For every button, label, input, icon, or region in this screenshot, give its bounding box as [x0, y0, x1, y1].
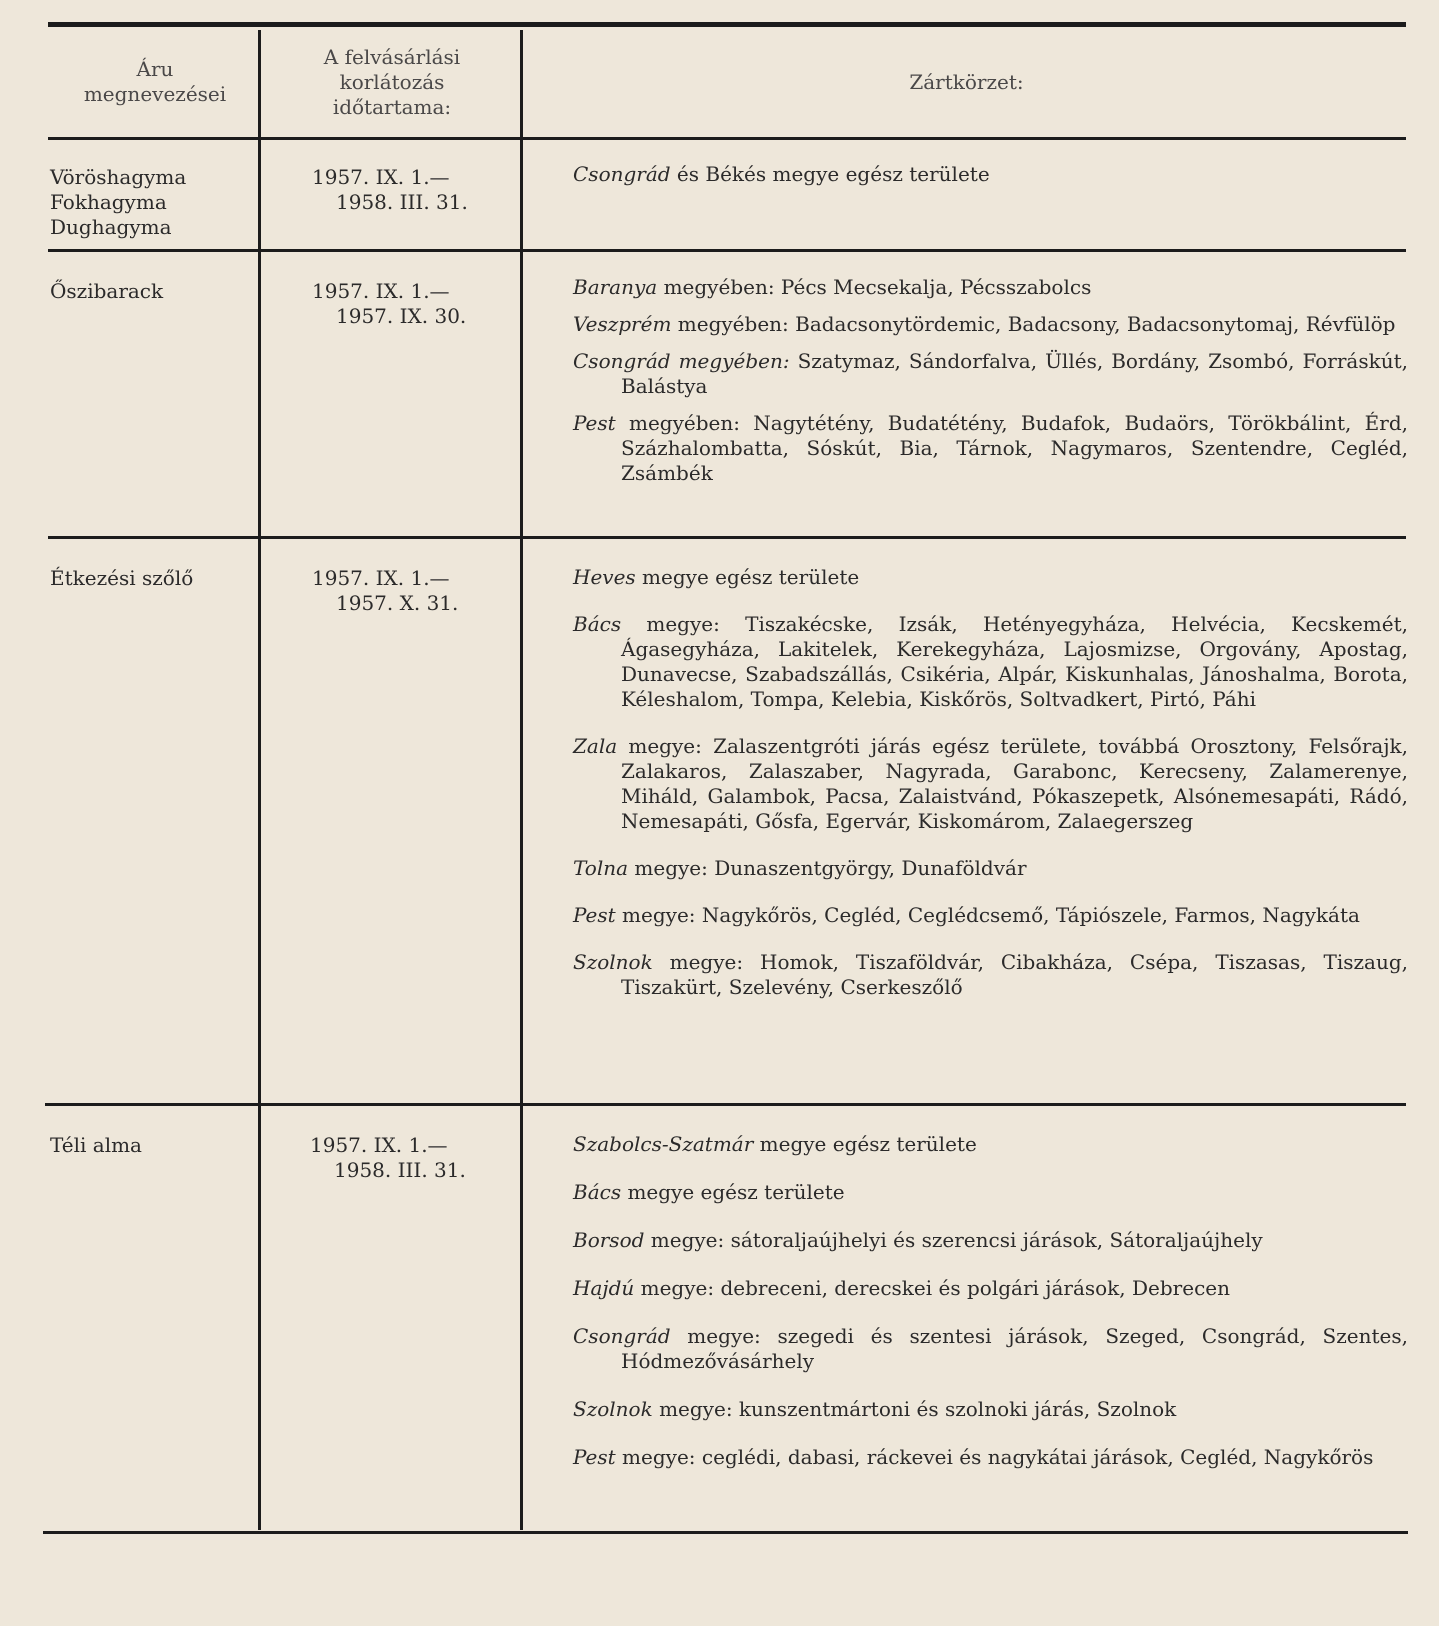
zone-entry-text: megyében: Nagytétény, Budatétény, Budafok, Budaörs, Törökbálint, Érd, Százhalombatta, Sóskút, Bia, Tárnok, Nagymaros, Szentendre, Cegléd, Zsámbék — [615, 411, 1408, 485]
zone-entry-text: megye: Dunaszentgyörgy, Dunaföldvár — [628, 856, 1027, 880]
county-name: Szabolcs-Szatmár — [573, 1132, 754, 1156]
cell-text-line: időtartama: — [332, 95, 452, 119]
cell-text-line: Őszibarack — [50, 279, 164, 303]
county-name: Hajdú — [573, 1276, 635, 1300]
zone-entry-text: megye egész területe — [753, 1132, 977, 1156]
cell-text-line: Téli alma — [50, 1133, 142, 1157]
cell-text-line: 1957. IX. 1.— — [312, 279, 450, 303]
county-name: Baranya — [573, 275, 658, 299]
row-1-items — [50, 165, 250, 240]
zone-entry-text: megye: Tiszakécske, Izsák, Hetényegyháza, Helvécia, Kecskemét, Ágasegyháza, Lakitelek, Kerekegyháza, Lajosmizse, Orgovány, Apostag, Dunavecse, Szabadszállás, Csikéria, Alpár, Kiskunhalas, Jánoshalma, Borota, Kéleshalom, Tompa, Kelebia, Kiskőrös, Soltvadkert, Pirtó, Páhi — [621, 612, 1408, 711]
row-3-items — [50, 566, 250, 591]
row-4-period — [310, 1133, 466, 1183]
cell-text-line: Dughagyma — [50, 215, 172, 239]
row-rule-3 — [45, 1103, 1406, 1106]
zone-entry-text: megye: Homok, Tiszaföldvár, Cibakháza, Csépa, Tiszasas, Tiszaug, Tiszakürt, Szelevény, Cserkeszőlő — [621, 950, 1408, 999]
cell-text-line: 1957. IX. 1.— — [312, 165, 450, 189]
county-name: Tolna — [573, 856, 629, 880]
zone-entry-text: megye: Nagykőrös, Cegléd, Ceglédcsemő, Tápiószele, Farmos, Nagykáta — [615, 903, 1360, 927]
cell-text-line: Étkezési szőlő — [50, 566, 194, 590]
top-rule — [48, 22, 1406, 27]
zone-entry-text: megye: sátoraljaújhelyi és szerencsi járások, Sátoraljaújhely — [644, 1228, 1263, 1252]
county-name: Veszprém — [573, 312, 672, 336]
zone-entry — [573, 1132, 1408, 1157]
zone-entry-text: megye: szegedi és szentesi járások, Szeged, Csongrád, Szentes, Hódmezővásárhely — [621, 1324, 1408, 1373]
zone-entry-text: megyében: Badacsonytördemic, Badacsony, Badacsonytomaj, Révfülöp — [671, 312, 1396, 336]
county-name: Borsod — [573, 1228, 645, 1252]
county-name: Pest — [573, 1445, 616, 1469]
column-divider-2 — [520, 30, 523, 1530]
zone-entry-text: Szatymaz, Sándorfalva, Üllés, Bordány, Zsombó, Forráskút, Balástya — [621, 349, 1408, 398]
county-name: Pest — [573, 411, 616, 435]
zone-entry-text: megye: debreceni, derecskei és polgári járások, Debrecen — [634, 1276, 1230, 1300]
row-3-period — [312, 566, 458, 616]
row-3-zone — [573, 565, 1408, 1000]
zone-entry-text: megye: Zalaszentgróti járás egész területe, továbbá Orosztony, Felsőrajk, Zalakaros, Zalaszaber, Nagyrada, Garabonc, Kerecseny, Zalamerenye, Miháld, Galambok, Pacsa, Zalaistvánd, Pókaszepetk, Alsónemesapáti, Rádó, Nemesapáti, Gősfa, Egervár, Kiskomárom, Zalaegerszeg — [617, 734, 1408, 833]
county-name: Bács — [573, 612, 622, 636]
zone-entry — [573, 565, 1408, 590]
cell-text-line: 1957. IX. 1.— — [310, 1133, 448, 1157]
county-name: Szolnok — [573, 1397, 653, 1421]
header-rule — [48, 137, 1406, 140]
row-2-items — [50, 279, 250, 304]
zone-entry — [573, 1397, 1408, 1422]
zone-entry-text: megyében: Pécs Mecsekalja, Pécsszabolcs — [657, 275, 1092, 299]
header-col-item — [55, 57, 255, 107]
zone-entry — [573, 349, 1408, 399]
zone-entry — [573, 734, 1408, 834]
cell-text-line: Zártkörzet: — [909, 70, 1024, 94]
zone-entry — [573, 1180, 1408, 1205]
cell-text-line: Áru — [136, 57, 174, 81]
cell-text-line: 1958. III. 31. — [334, 1158, 466, 1182]
zone-entry — [573, 275, 1408, 300]
row-2-zone — [573, 275, 1408, 486]
cell-text-line: 1957. X. 31. — [336, 591, 459, 615]
row-1-period — [312, 165, 468, 215]
zone-entry — [573, 1276, 1408, 1301]
cell-text-line: 1957. IX. 30. — [336, 304, 467, 328]
row-4-zone — [573, 1132, 1408, 1470]
cell-text-line: A felvásárlási — [323, 45, 461, 69]
zone-entry — [573, 1445, 1408, 1470]
zone-entry — [573, 411, 1408, 486]
zone-entry — [573, 1228, 1408, 1253]
column-divider-1 — [258, 30, 261, 1530]
county-name: Heves — [573, 565, 636, 589]
county-name: Bács — [573, 1180, 622, 1204]
county-name: Pest — [573, 903, 616, 927]
zone-entry — [573, 312, 1408, 337]
cell-text-line: Fokhagyma — [50, 190, 167, 214]
cell-text-line: 1958. III. 31. — [336, 190, 468, 214]
cell-text-line: megnevezései — [83, 82, 227, 106]
header-col-period — [266, 45, 518, 120]
row-rule-2 — [48, 536, 1406, 539]
zone-entry — [573, 903, 1408, 928]
row-1-zone — [573, 162, 1408, 187]
zone-entry-text: megye: kunszentmártoni és szolnoki járás, Szolnok — [652, 1397, 1177, 1421]
county-name: Csongrád — [573, 162, 671, 186]
zone-entry — [573, 612, 1408, 712]
zone-entry — [573, 950, 1408, 1000]
row-2-period — [312, 279, 466, 329]
cell-text-line: 1957. IX. 1.— — [312, 566, 450, 590]
cell-text-line: korlátozás — [339, 70, 445, 94]
cell-text-line: Vöröshagyma — [50, 165, 187, 189]
zone-entry — [573, 1324, 1408, 1374]
county-name: Csongrád megyében: — [573, 349, 790, 373]
zone-entry-text: megye egész területe — [621, 1180, 845, 1204]
zone-entry-text: és Békés megye egész területe — [670, 162, 990, 186]
row-4-items — [50, 1133, 250, 1158]
zone-entry-text: megye: ceglédi, dabasi, ráckevei és nagykátai járások, Cegléd, Nagykőrös — [615, 1445, 1374, 1469]
county-name: Zala — [573, 734, 618, 758]
zone-entry — [573, 162, 1408, 187]
zone-entry-text: megye egész területe — [635, 565, 860, 589]
county-name: Szolnok — [573, 950, 653, 974]
county-name: Csongrád — [573, 1324, 671, 1348]
header-col-zone — [525, 70, 1408, 95]
row-rule-1 — [48, 249, 1406, 252]
zone-entry — [573, 856, 1408, 881]
bottom-rule — [43, 1531, 1408, 1534]
